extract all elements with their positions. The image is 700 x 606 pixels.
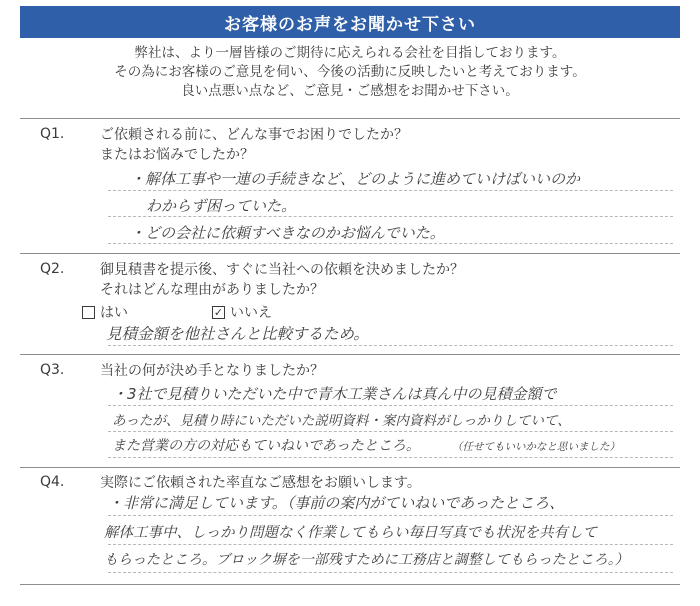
section-divider	[20, 118, 680, 119]
answer-line	[108, 405, 673, 406]
intro-line: 弊社は、より一層皆様のご期待に応えられる会社を目指しております。	[134, 45, 566, 61]
option-yes-label: はい	[100, 305, 128, 321]
answer-line	[108, 515, 673, 516]
q3-question-line: 当社の何が決め手となりましたか？	[100, 363, 324, 379]
q3-answer-line: ・3社で見積りいただいた中で青木工業さんは真ん中の見積金額で	[112, 385, 557, 403]
q3-answer-note: （任せてもいいかなと思いました）	[452, 441, 620, 453]
q2-question-line: それはどんな理由がありましたか？	[100, 282, 324, 298]
q4-answer-line: もらったところ。ブロック塀を一部残すために工務店と調整してもらったところ。）	[104, 552, 629, 568]
q3-answer-line: また営業の方の対応もていねいであったところ。	[112, 438, 420, 454]
q4-question-line: 実際にご依頼された率直なご感想をお願いします。	[100, 475, 421, 491]
section-divider	[20, 584, 680, 585]
answer-line	[108, 544, 673, 545]
section-divider	[20, 467, 680, 468]
q4-question	[100, 473, 421, 493]
q1-number: Q1.	[40, 126, 65, 142]
section-divider	[20, 253, 680, 254]
answer-line	[108, 243, 673, 244]
q2-question	[100, 260, 464, 300]
section-divider	[20, 354, 680, 355]
q3-question	[100, 361, 324, 381]
q1-answer-line: わからず困っていた。	[146, 197, 297, 215]
q4-number: Q4.	[40, 474, 65, 490]
checkbox-no[interactable]: ✓	[213, 305, 224, 319]
intro-text	[20, 44, 680, 101]
intro-line: その為にお客様のご意見を伺い、今後の活動に反映したいと考えております。	[114, 64, 586, 80]
q1-answer-line: ・どの会社に依頼すべきなのかお悩んでいた。	[130, 224, 445, 242]
q2-answer-line: 見積金額を他社さんと比較するため。	[106, 325, 369, 343]
answer-line	[108, 345, 673, 346]
option-no-label: いいえ	[230, 305, 272, 321]
option-no[interactable]	[212, 302, 272, 322]
q1-question	[100, 125, 408, 165]
q2-number: Q2.	[40, 261, 65, 277]
checkbox-yes[interactable]	[82, 306, 95, 319]
answer-line	[108, 572, 673, 573]
option-yes[interactable]	[82, 302, 128, 322]
answer-line	[108, 457, 673, 458]
q4-answer-line: 解体工事中、しっかり問題なく作業してもらい毎日写真でも状況を共有して	[104, 525, 597, 541]
page-title: お客様のお声をお聞かせ下さい	[224, 14, 476, 35]
q2-question-line: 御見積書を提示後、すぐに当社への依頼を決めましたか？	[100, 262, 464, 278]
q3-answer-line: あったが、見積り時にいただいた説明資料・案内資料がしっかりしていて、	[112, 413, 571, 429]
answer-line	[108, 431, 673, 432]
intro-line: 良い点悪い点など、ご意見・ご感想をお聞かせ下さい。	[181, 83, 519, 99]
header-banner	[20, 6, 680, 38]
q1-question-line: またはお悩みでしたか？	[100, 147, 254, 163]
q3-number: Q3.	[40, 362, 65, 378]
q1-answer-line: ・解体工事や一連の手続きなど、どのように進めていけばいいのか	[130, 170, 581, 188]
q1-question-line: ご依頼される前に、どんな事でお困りでしたか？	[100, 127, 408, 143]
q4-answer-line: ・非常に満足しています。（事前の案内がていねいであったところ、	[108, 494, 565, 512]
answer-line	[108, 190, 673, 191]
answer-line	[108, 216, 673, 217]
